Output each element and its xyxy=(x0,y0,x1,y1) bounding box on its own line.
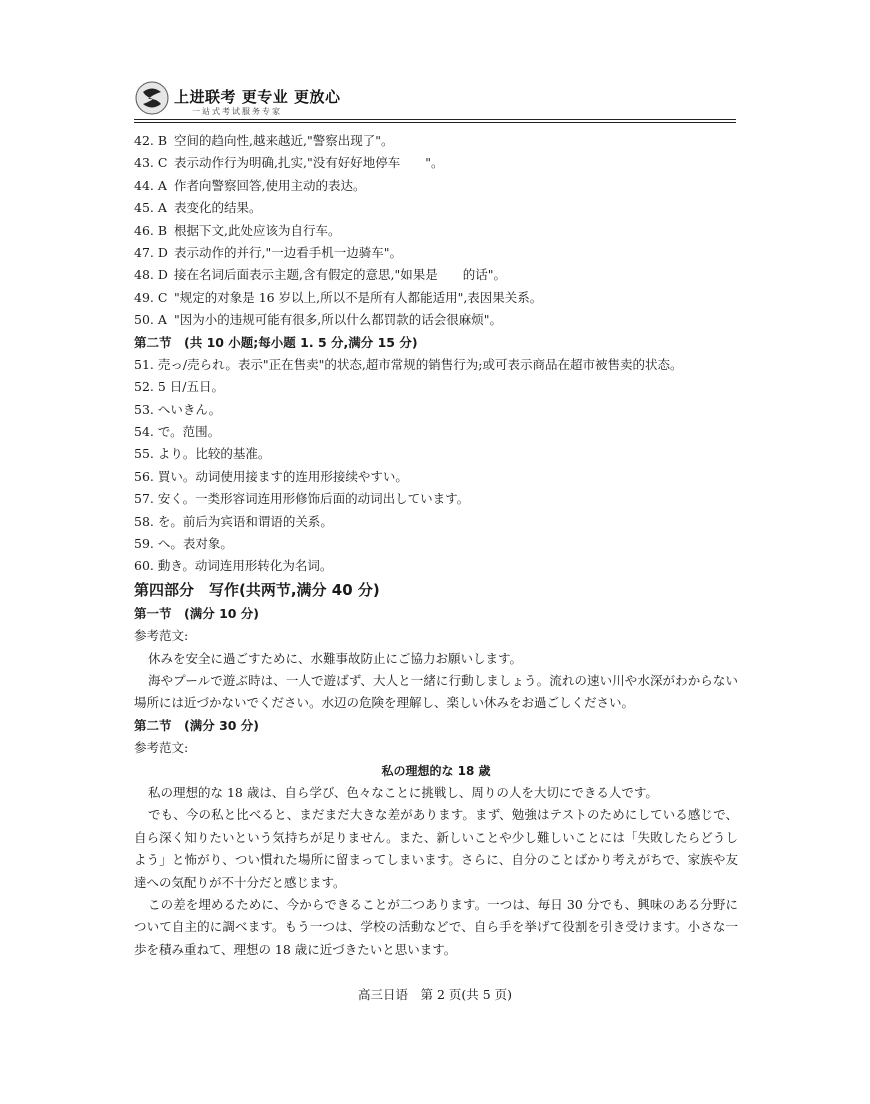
answer-item: 55. より。比较的基准。 xyxy=(134,446,271,462)
answer-item: 47. D 表示动作的并行,"一边看手机一边骑车"。 xyxy=(134,244,402,260)
essay-paragraph: この差を埋めるために、今からできることが二つあります。一つは、毎日 30 分でも、興味のある分野について自主的に調べます。もう一つは、学校の活動などで、自ら手を挙げて役割を引き受けます。小さな一歩を積み重ねて、理想の 18 歳に近づきたいと思います。 xyxy=(134,897,738,957)
answer-item: 54. で。范围。 xyxy=(134,424,221,440)
answer-content xyxy=(134,130,738,961)
answer-item: 48. D 接在名词后面表示主题,含有假定的意思,"如果是 的话"。 xyxy=(134,267,506,283)
answer-item: 45. A 表变化的结果。 xyxy=(134,200,262,216)
essay-paragraph: 私の理想的な 18 歳は、自ら学び、色々なことに挑戦し、周りの人を大切にできる人です。 xyxy=(148,785,658,800)
brand-slogan: 上进联考 更专业 更放心 xyxy=(174,88,341,106)
answers-51-60 xyxy=(134,354,738,578)
answer-item: 60. 動き。动词连用形转化为名词。 xyxy=(134,558,333,574)
essay-paragraph: 海やプールで遊ぶ時は、一人で遊ばず、大人と一緒に行動しましょう。流れの速い川や水深がわからない場所には近づかないでください。水辺の危険を理解し、楽しい休みをお過ごしください。 xyxy=(134,673,738,711)
brand-subtitle: 一站式考试服务专家 xyxy=(192,107,282,116)
writing-section-2 xyxy=(134,715,738,961)
essay-paragraph: 休みを安全に過ごすために、水難事故防止にご協力お願いします。 xyxy=(148,650,523,666)
sample-label: 参考范文: xyxy=(134,740,189,756)
answer-item: 59. へ。表对象。 xyxy=(134,536,233,552)
answer-item: 51. 売っ/売られ。表示"正在售卖"的状态,超市常规的销售行为;或可表示商品在超市被售卖的状态。 xyxy=(134,356,683,372)
answer-item: 49. C "规定的对象是 16 岁以上,所以不是所有人都能适用",表因果关系。 xyxy=(134,289,543,305)
section-heading: 第二节 (满分 30 分) xyxy=(134,717,260,733)
page-footer: 高三日语 第 2 页(共 5 页) xyxy=(357,987,513,1002)
answer-item: 44. A 作者向警察回答,使用主动的表达。 xyxy=(134,177,366,193)
answer-item: 53. へいきん。 xyxy=(134,401,222,417)
answer-item: 56. 買い。动词使用接ます的连用形接续やすい。 xyxy=(134,468,408,484)
essay-paragraph: でも、今の私と比べると、まだまだ大きな差があります。まず、勉強はテストのためにしている感じで、自ら深く知りたいという気持ちが足りません。また、新しいことや少し難しいことには「失敗したらどうしよう」と怖がり、つい慣れた場所に留まってしまいます。さらに、自分のことばかり考えがちで、家族や友達への気配りが不十分だと感じます。 xyxy=(134,807,738,890)
logo-icon xyxy=(134,80,170,116)
answer-item: 46. B 根据下文,此处应该为自行车。 xyxy=(134,222,341,238)
essay-title: 私の理想的な 18 歳 xyxy=(381,763,491,778)
answer-item: 58. を。前后为宾语和谓语的关系。 xyxy=(134,513,333,529)
answer-item: 43. C 表示动作行为明确,扎实,"没有好好地停车 "。 xyxy=(134,155,444,171)
answer-item: 57. 安く。一类形容词连用形修饰后面的动词出しています。 xyxy=(134,491,470,507)
answers-42-50 xyxy=(134,130,738,332)
header-rule-thin xyxy=(134,122,736,123)
answer-item: 42. B 空间的趋向性,越来越近,"警察出现了"。 xyxy=(134,133,394,148)
writing-section-1 xyxy=(134,603,738,715)
part-heading: 第四部分 写作(共两节,满分 40 分) xyxy=(134,580,380,599)
header-rule xyxy=(134,119,736,120)
sample-label: 参考范文: xyxy=(134,628,189,644)
page-header xyxy=(134,78,736,123)
section-heading: 第一节 (满分 10 分) xyxy=(134,605,260,621)
answer-item: 50. A "因为小的违规可能有很多,所以什么都罚款的话会很麻烦"。 xyxy=(134,312,502,328)
answer-item: 52. 5 日/五日。 xyxy=(134,379,224,395)
section-heading: 第二节 (共 10 小题;每小题 1. 5 分,满分 15 分) xyxy=(134,334,418,350)
